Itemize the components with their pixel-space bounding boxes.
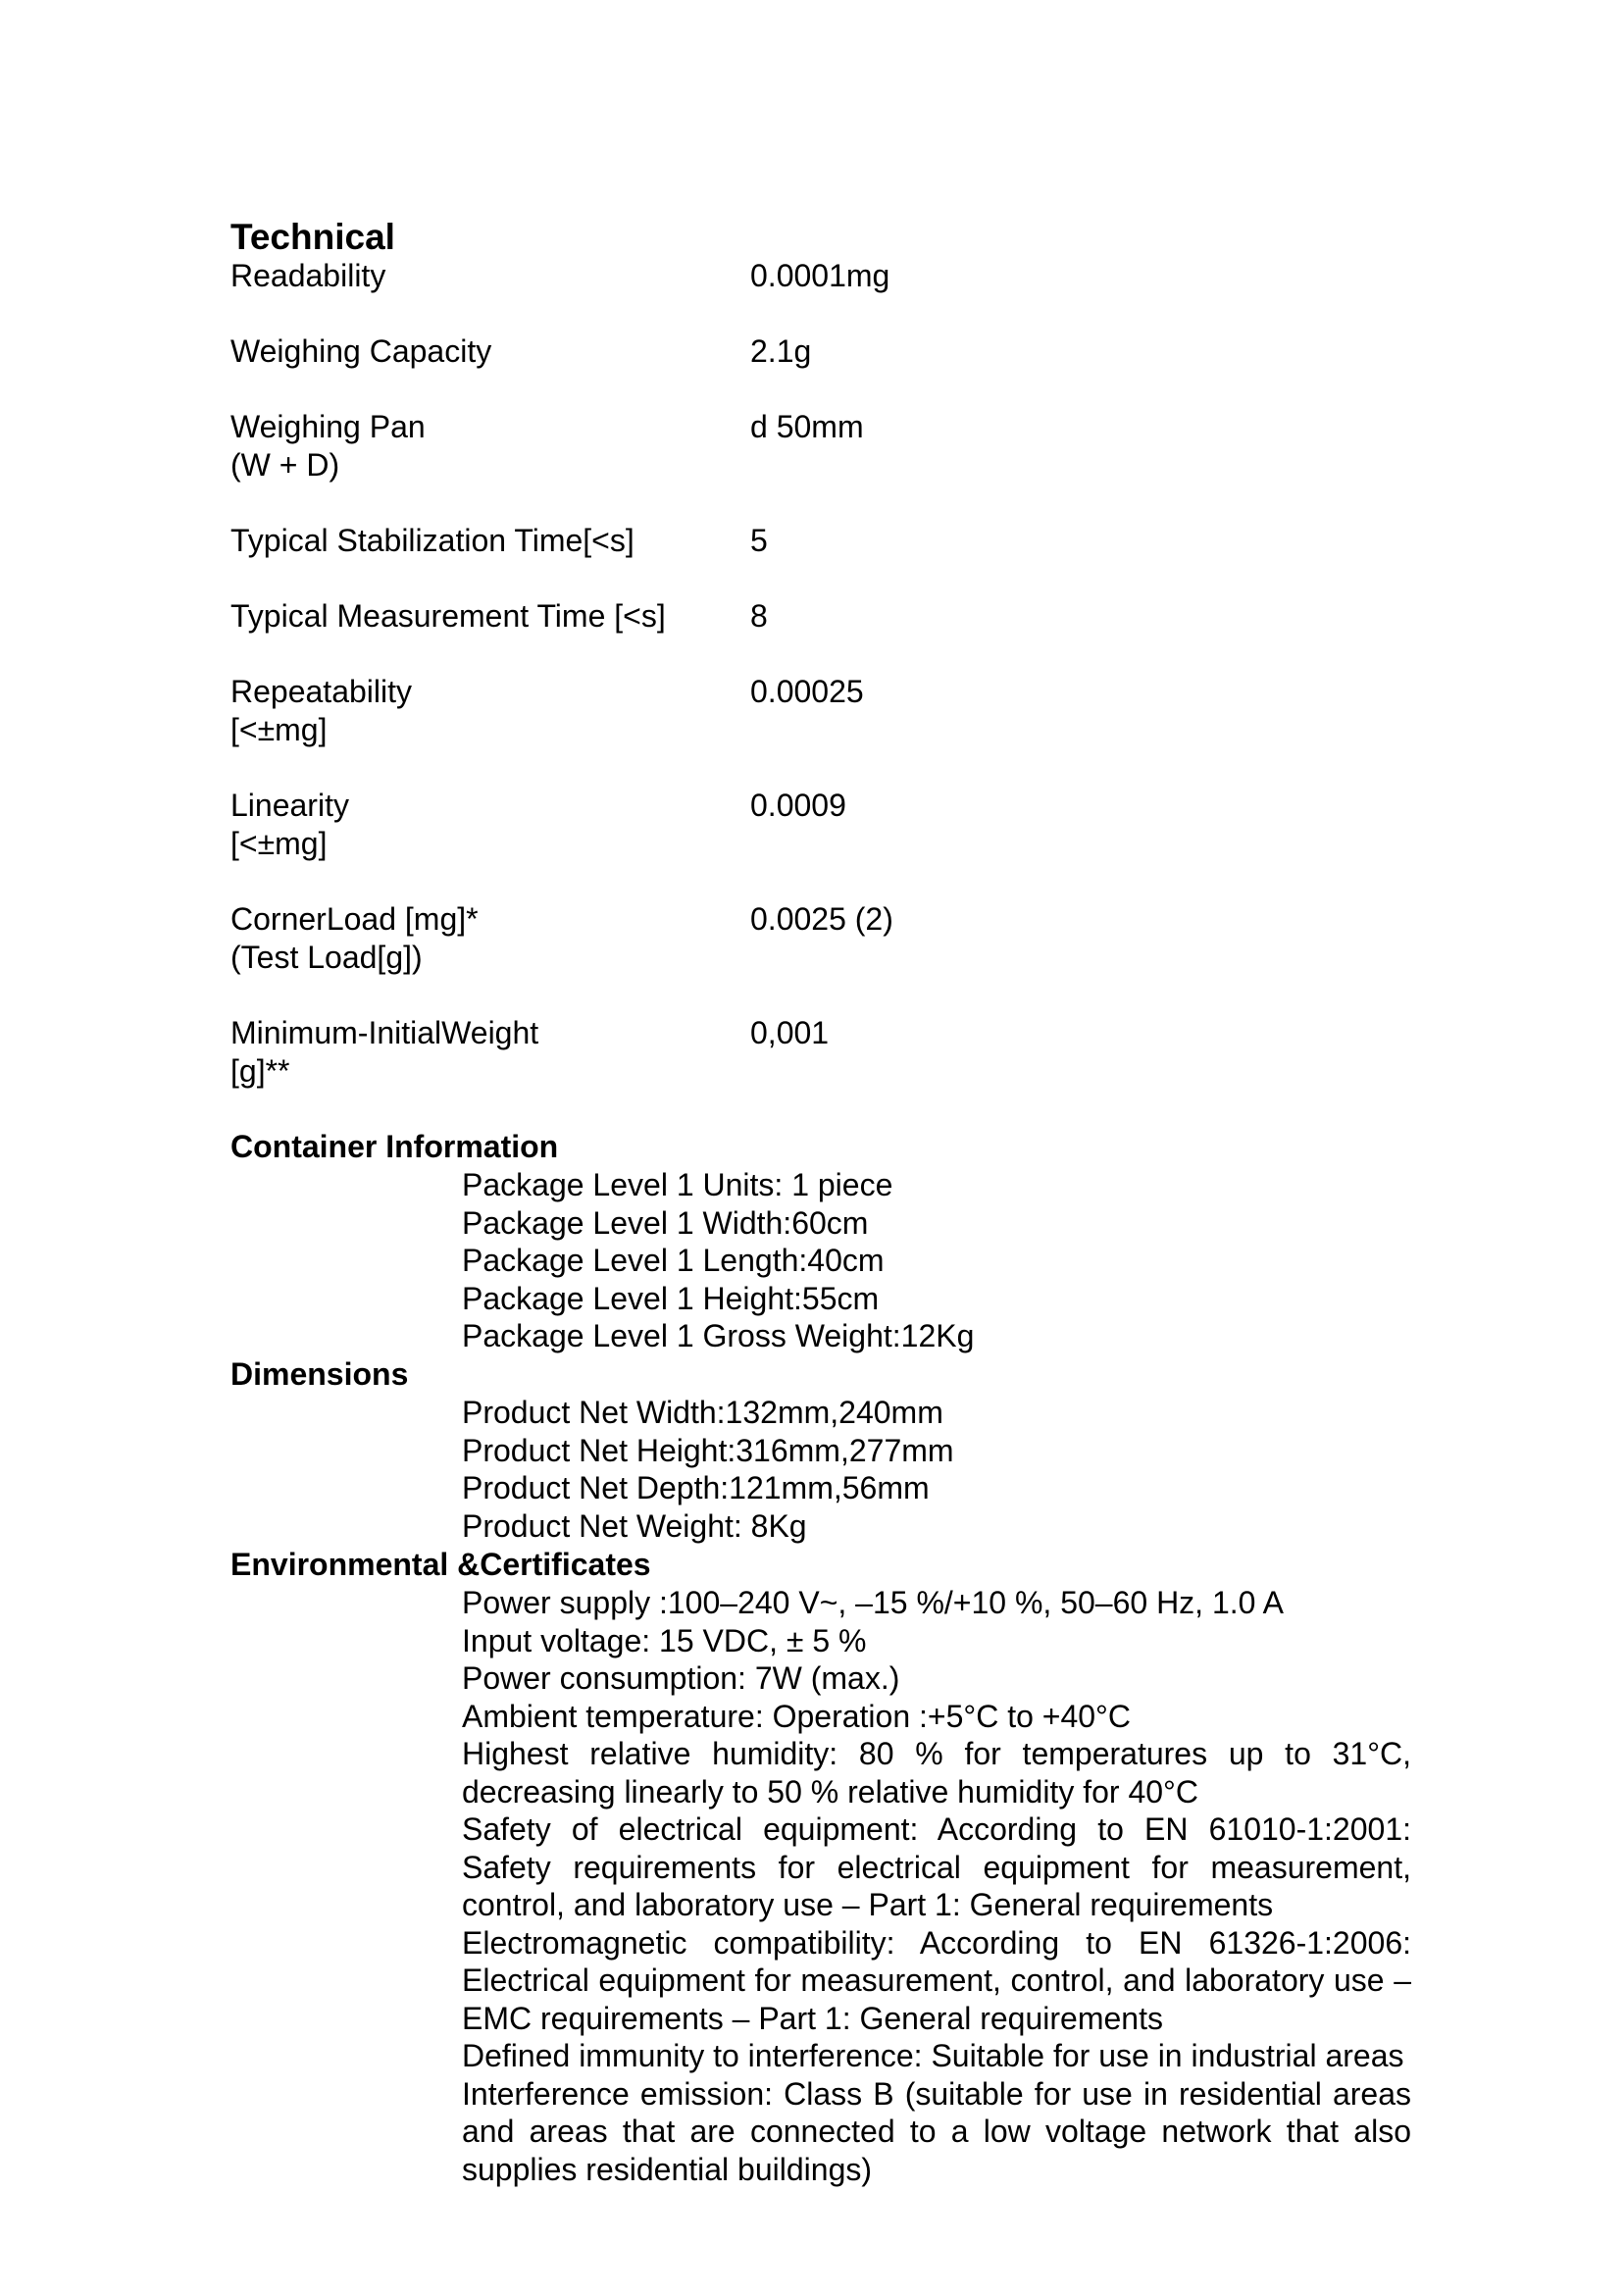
environmental-item: Highest relative humidity: 80 % for temperatures up to 31°C, decreasing linearly to 50 % relative humidity for 40°C <box>462 1736 1411 1810</box>
spec-label: Readability <box>230 258 386 293</box>
dimensions-line: Product Net Height:316mm,277mm <box>462 1432 954 1468</box>
container-info-line: Package Level 1 Gross Weight:12Kg <box>462 1318 975 1353</box>
dimensions-heading: Dimensions <box>230 1356 409 1392</box>
spec-row-measurement-time <box>230 597 1407 676</box>
dimensions-list <box>462 1394 1411 1545</box>
spec-row-minimum-initial-weight <box>230 1014 1407 1093</box>
spec-row-corner-load <box>230 900 1407 979</box>
spec-value: 2.1g <box>750 333 812 369</box>
spec-value: 0.0009 <box>750 788 846 823</box>
spec-label: Typical Measurement Time [<s] <box>230 598 666 634</box>
environmental-item: Power consumption: 7W (max.) <box>462 1660 900 1696</box>
environmental-item: Safety of electrical equipment: According to EN 61010-1:2001: Safety requirements for electrical equipment for measurement, control, and laboratory use – Part 1: General requirements <box>462 1811 1411 1922</box>
spec-label: CornerLoad [mg]* (Test Load[g]) <box>230 901 479 975</box>
container-info-heading: Container Information <box>230 1129 559 1164</box>
spec-row-weighing-capacity <box>230 332 1407 411</box>
container-info-line: Package Level 1 Length:40cm <box>462 1243 885 1278</box>
spec-label: Minimum-InitialWeight [g]** <box>230 1015 539 1089</box>
spec-row-weighing-pan <box>230 408 1407 486</box>
container-info-line: Package Level 1 Height:55cm <box>462 1280 880 1316</box>
spec-row-linearity <box>230 787 1407 865</box>
spec-label: Weighing Capacity <box>230 333 492 369</box>
environmental-item: Input voltage: 15 VDC, ± 5 % <box>462 1622 867 1658</box>
dimensions-line: Product Net Weight: 8Kg <box>462 1507 807 1544</box>
spec-value: d 50mm <box>750 409 864 444</box>
environmental-item: Interference emission: Class B (suitable for use in residential areas and areas that are connected to a low voltage network that also supplies residential buildings) <box>462 2075 1411 2187</box>
container-info-line: Package Level 1 Units: 1 piece <box>462 1167 893 1202</box>
technical-heading: Technical <box>230 217 395 257</box>
container-info-line: Package Level 1 Width:60cm <box>462 1204 869 1241</box>
spec-label: Typical Stabilization Time[<s] <box>230 523 634 558</box>
spec-label: Weighing Pan (W + D) <box>230 409 426 483</box>
spec-value: 0.0001mg <box>750 258 890 293</box>
environmental-heading: Environmental &Certificates <box>230 1547 651 1582</box>
spec-value: 0.0025 (2) <box>750 901 893 937</box>
environmental-item: Electromagnetic compatibility: According to EN 61326-1:2006: Electrical equipment for measurement, control, and laboratory use –EMC requirements – Part 1: General requirements <box>462 1924 1411 2036</box>
spec-row-stabilization-time <box>230 522 1407 600</box>
spec-row-readability <box>230 257 1407 335</box>
spec-label: Linearity [<±mg] <box>230 788 349 861</box>
spec-value: 0.00025 <box>750 674 864 709</box>
spec-row-repeatability <box>230 673 1407 751</box>
environmental-item: Ambient temperature: Operation :+5°C to +40°C <box>462 1698 1131 1734</box>
environmental-item: Power supply :100–240 V~, –15 %/+10 %, 50–60 Hz, 1.0 A <box>462 1585 1284 1620</box>
environmental-list <box>462 1584 1411 2188</box>
dimensions-line: Product Net Depth:121mm,56mm <box>462 1470 930 1505</box>
spec-value: 8 <box>750 598 768 634</box>
spec-label: Repeatability [<±mg] <box>230 674 412 747</box>
environmental-item: Defined immunity to interference: Suitable for use in industrial areas <box>462 2038 1404 2073</box>
spec-value: 0,001 <box>750 1015 830 1050</box>
container-info-list <box>462 1166 1411 1355</box>
dimensions-line: Product Net Width:132mm,240mm <box>462 1395 943 1430</box>
spec-value: 5 <box>750 523 768 558</box>
